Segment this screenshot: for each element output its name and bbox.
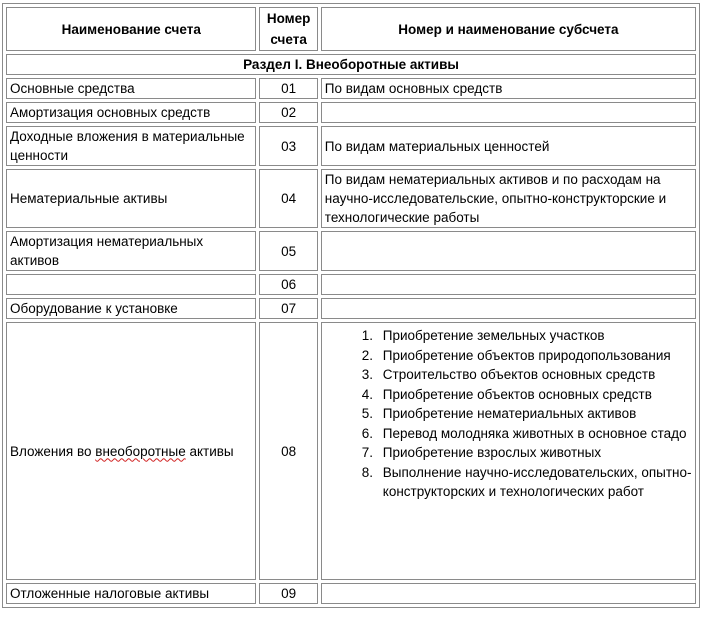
account-number: 04	[259, 169, 317, 228]
list-item: 7. Приобретение взрослых животных	[377, 443, 692, 463]
subaccount	[321, 322, 696, 580]
table-row	[6, 274, 696, 295]
section-title: Раздел I. Внеоборотные активы	[6, 54, 696, 75]
account-name: Амортизация нематериальных активов	[6, 231, 256, 271]
table-row	[6, 231, 696, 271]
account-name: Доходные вложения в материальные ценности	[6, 126, 256, 166]
subaccount	[321, 298, 696, 319]
account-name: Нематериальные активы	[6, 169, 256, 228]
list-item: 3. Строительство объектов основных средств	[377, 365, 692, 385]
account-number: 08	[259, 322, 317, 580]
subaccount: По видам материальных ценностей	[321, 126, 696, 166]
list-item: 8. Выполнение научно-исследовательских, опытно-конструкторских и технологических работ	[377, 463, 692, 502]
subaccount	[321, 583, 696, 604]
account-number: 09	[259, 583, 317, 604]
table-row	[6, 298, 696, 319]
header-row	[6, 7, 696, 51]
account-number: 03	[259, 126, 317, 166]
list-item: 6. Перевод молодняка животных в основное стадо	[377, 424, 692, 444]
list-item: 4. Приобретение объектов основных средств	[377, 385, 692, 405]
account-name: Отложенные налоговые активы	[6, 583, 256, 604]
header-account-number: Номер счета	[259, 7, 317, 51]
table-row	[6, 583, 696, 604]
table-row	[6, 169, 696, 228]
chart-of-accounts-table	[2, 3, 700, 608]
header-account-name: Наименование счета	[6, 7, 256, 51]
table-row	[6, 78, 696, 99]
subaccount-list	[325, 326, 692, 502]
subaccount	[321, 102, 696, 123]
list-item: 1. Приобретение земельных участков	[377, 326, 692, 346]
table-row	[6, 126, 696, 166]
subaccount: По видам основных средств	[321, 78, 696, 99]
account-number: 02	[259, 102, 317, 123]
account-name-suffix: активы	[185, 443, 234, 459]
account-name	[6, 274, 256, 295]
account-name: Оборудование к установке	[6, 298, 256, 319]
account-name	[6, 322, 256, 580]
spellcheck-underlined-word: внеоборотные	[95, 443, 186, 459]
table-row	[6, 322, 696, 580]
account-number: 07	[259, 298, 317, 319]
table-row	[6, 102, 696, 123]
subaccount	[321, 231, 696, 271]
section-row	[6, 54, 696, 75]
subaccount	[321, 274, 696, 295]
account-name-prefix: Вложения во	[10, 443, 96, 459]
account-number: 06	[259, 274, 317, 295]
account-name: Амортизация основных средств	[6, 102, 256, 123]
account-number: 01	[259, 78, 317, 99]
header-subaccount: Номер и наименование субсчета	[321, 7, 696, 51]
list-item: 5. Приобретение нематериальных активов	[377, 404, 692, 424]
account-number: 05	[259, 231, 317, 271]
list-item: 2. Приобретение объектов природопользования	[377, 346, 692, 366]
subaccount: По видам нематериальных активов и по расходам на научно-исследовательские, опытно-конструкторские и технологические работы	[321, 169, 696, 228]
account-name: Основные средства	[6, 78, 256, 99]
